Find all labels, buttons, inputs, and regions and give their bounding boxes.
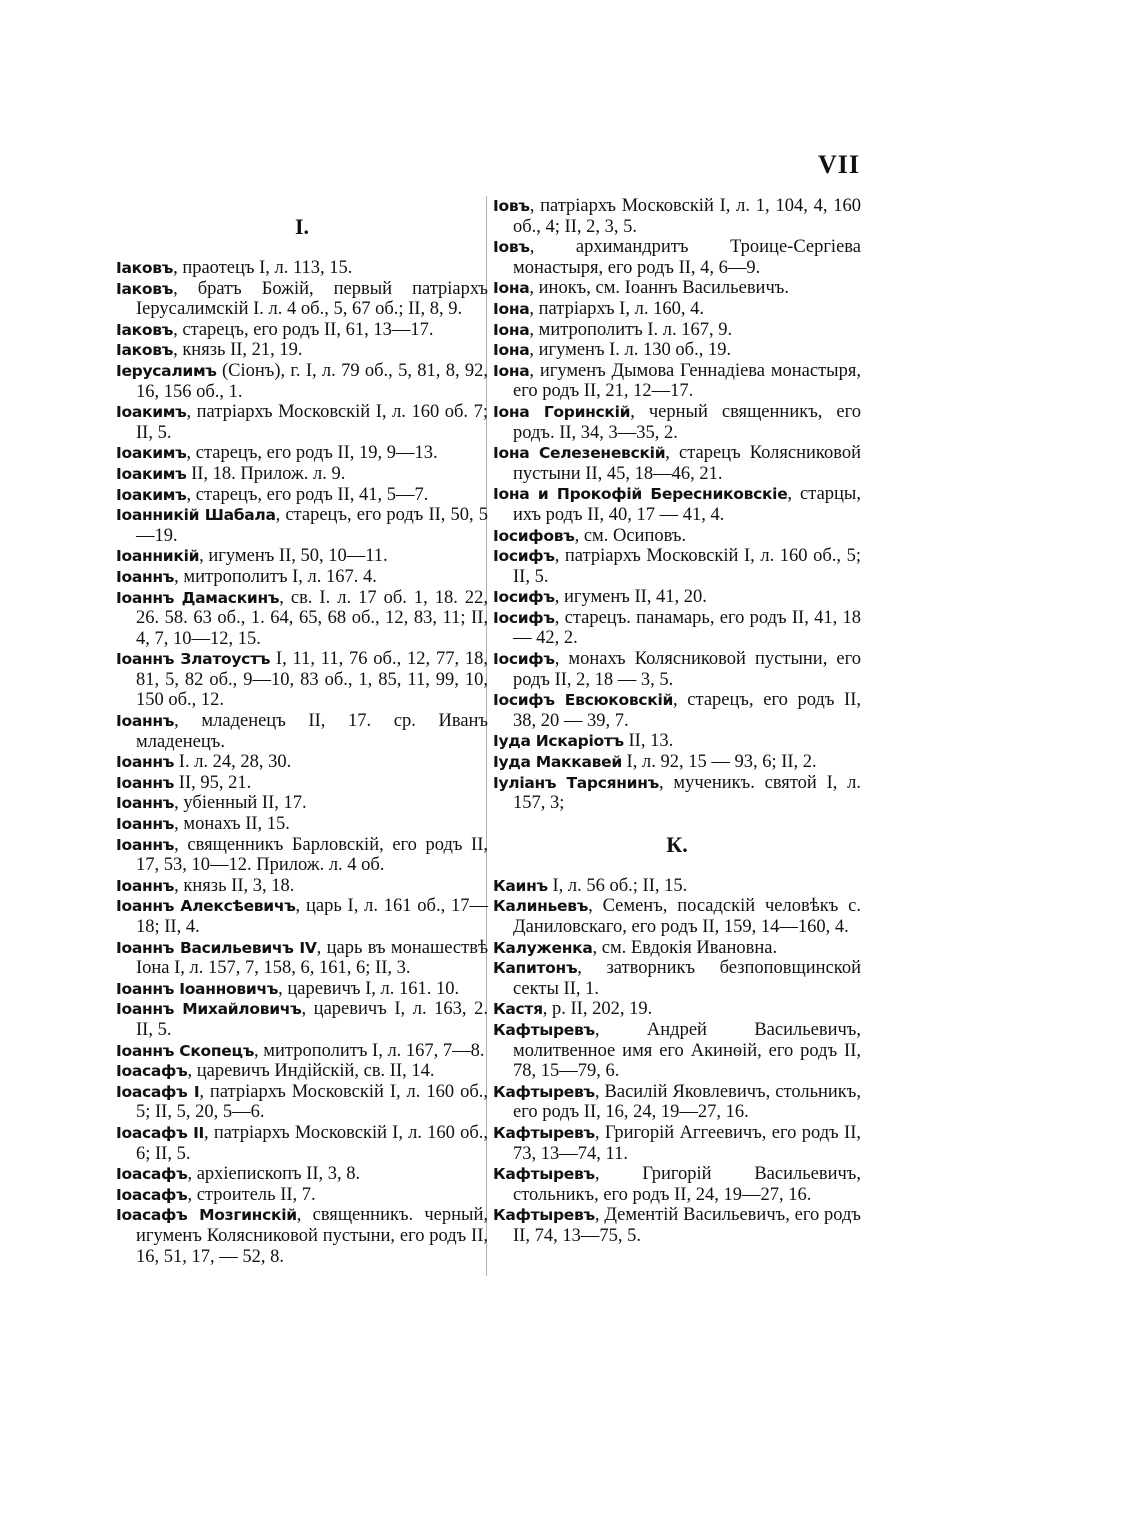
index-entry <box>493 402 861 443</box>
entry-text: , см. Осиповъ. <box>574 525 687 546</box>
entry-headword: Іона Горинскій <box>493 402 631 421</box>
entry-headword: Іовъ <box>493 238 530 257</box>
entry-headword: Іоаннъ <box>116 753 175 772</box>
entry-text: , св. I. л. 17 об. 1, 18. 22, 26. 58. 63 об., 1. 64, 65, 68 об., 12, 83, 11; II, 4, 7, 10—12, 15. <box>136 587 488 649</box>
entry-headword: Іоаннъ Васильевичъ IV <box>116 938 317 957</box>
left-column <box>116 196 488 1267</box>
index-entry <box>116 711 488 752</box>
entry-text: , старецъ, его родъ II, 38, 20 — 39, 7. <box>513 690 861 731</box>
entry-text: , братъ Божій, первый патріархъ Іерусалимскій I. л. 4 об., 5, 67 об.; II, 8, 9. <box>136 278 488 320</box>
entry-headword: Іона <box>493 279 530 298</box>
index-entry <box>116 567 488 588</box>
entry-text: , игуменъ II, 50, 10—11. <box>199 546 388 567</box>
entry-headword: Кафтыревъ <box>493 1206 595 1225</box>
entry-text: , князь II, 21, 19. <box>173 340 303 361</box>
entry-headword: Іоакимъ <box>116 485 187 504</box>
entry-text: , Григорій Васильевичъ, стольникъ, его родъ II, 24, 19—27, 16. <box>513 1164 861 1205</box>
index-entry <box>116 1082 488 1123</box>
entry-headword: Іоанникій <box>116 547 200 566</box>
entry-headword: Іаковъ <box>116 320 174 339</box>
entry-headword: Іона <box>493 341 530 360</box>
entry-text: , архіепископъ II, 3, 8. <box>187 1164 361 1185</box>
left-entries-list <box>116 258 488 1267</box>
entry-text: , старецъ, его родъ II, 19, 9—13. <box>186 443 438 464</box>
entry-headword: Кафтыревъ <box>493 1082 595 1101</box>
entry-headword: Іоасафъ <box>116 1185 188 1204</box>
index-entry <box>116 1061 488 1082</box>
entry-text: I, 11, 11, 76 об., 12, 77, 18, 81, 5, 82 об., 9—10, 83 об., 1, 85, 11, 99, 10, 150 об., 12. <box>136 649 489 711</box>
index-entry <box>493 299 861 320</box>
index-entry <box>116 402 488 443</box>
index-entry <box>116 876 488 897</box>
index-entry <box>116 588 488 650</box>
entry-text: , мученикъ. святой I, л. 157, 3; <box>513 772 861 814</box>
entry-text: , царь въ монашествѣ Іона I, л. 157, 7, 158, 6, 161, 6; II, 3. <box>136 937 488 979</box>
entry-headword: Іуда Искаріотъ <box>493 732 624 751</box>
entry-headword: Іосифъ <box>493 588 555 607</box>
entry-text: , патріархъ Московскій I, л. 160 об., 5; II, 5, 20, 5—6. <box>136 1081 488 1123</box>
index-entry <box>116 752 488 773</box>
index-entry <box>116 979 488 1000</box>
entry-text: , царевичъ I, л. 163, 2. II, 5. <box>136 999 488 1040</box>
index-entry <box>493 361 861 402</box>
entry-text: , Андрей Васильевичъ, молитвенное имя его Акинѳій, его родъ II, 78, 15—79, 6. <box>513 1019 861 1082</box>
index-entry <box>493 320 861 341</box>
entry-headword: Іосифъ <box>493 547 555 566</box>
entry-text: , старецъ. панамарь, его родъ II, 41, 18 — 42, 2. <box>513 607 861 649</box>
entry-text: , см. Евдокія Ивановна. <box>592 937 778 958</box>
entry-headword: Іаковъ <box>116 259 174 277</box>
section-heading-i: I. <box>294 214 310 239</box>
entry-headword: Іоаннъ Златоустъ <box>116 650 271 669</box>
entry-text: , старецъ, его родъ II, 41, 5—7. <box>186 484 429 505</box>
index-entry <box>493 340 861 361</box>
entry-text: , патріархъ Московскій I, л. 160 об., 5; II, 5. <box>513 546 861 587</box>
entry-text: , царевичъ Индійскій, св. II, 14. <box>187 1061 435 1082</box>
index-entry <box>116 1164 488 1185</box>
entry-headword: Капитонъ <box>493 959 578 978</box>
entry-headword: Іона и Прокофій Бересниковскіе <box>493 485 788 504</box>
entry-text: , священникъ Барловскій, его родъ II, 17, 53, 10—12. Прилож. л. 4 об. <box>136 834 488 876</box>
index-entry <box>116 505 488 546</box>
entry-headword: Іоаннъ Скопецъ <box>116 1041 255 1060</box>
entry-headword: Іоасафъ Мозгинскій <box>116 1206 297 1225</box>
index-entry <box>493 1205 861 1246</box>
index-entry <box>493 1082 861 1123</box>
entry-text: , Григорій Аггеевичъ, его родъ II, 73, 13—74, 11. <box>513 1122 861 1164</box>
entry-headword: Іуліанъ Тарсянинъ <box>493 773 659 792</box>
index-entry <box>116 443 488 464</box>
index-entry <box>493 443 861 484</box>
index-entry <box>116 649 488 711</box>
entry-headword: Іоакимъ <box>116 444 187 463</box>
entry-headword: Іона <box>493 299 530 318</box>
entry-text: , младенецъ II, 17. ср. Иванъ младенецъ. <box>136 711 488 752</box>
entry-text: , затворникъ безпоповщинской секты II, 1. <box>513 958 861 999</box>
entry-headword: Іуда Маккавей <box>493 753 622 772</box>
entry-text: , убіенный II, 17. <box>174 793 307 814</box>
entry-text: I, л. 56 об.; II, 15. <box>547 875 688 896</box>
index-entry <box>493 1020 861 1082</box>
entry-text: , инокъ, см. Іоаннъ Васильевичъ. <box>529 278 789 299</box>
entry-headword: Каинъ <box>493 876 548 895</box>
entry-headword: Іоаннъ <box>116 835 175 854</box>
entry-headword: Кафтыревъ <box>493 1165 595 1184</box>
index-entry <box>116 793 488 814</box>
entry-text: , патріархъ Московскій I, л. 160 об., 6; II, 5. <box>136 1122 488 1164</box>
entry-text: , князь II, 3, 18. <box>174 875 295 896</box>
index-entry <box>493 484 861 525</box>
index-entry <box>116 340 488 361</box>
index-entry <box>493 773 861 814</box>
entry-text: , священникъ. черный, игуменъ Колясниковой пустыни, его родъ II, 16, 51, 17, — 52, 8. <box>136 1205 488 1267</box>
index-entry <box>493 608 861 649</box>
entry-text: , игуменъ I. л. 130 об., 19. <box>529 340 732 361</box>
entry-text: , Дементій Васильевичъ, его родъ II, 74, 13—75, 5. <box>513 1205 861 1246</box>
entry-text: , царь I, л. 161 об., 17—18; II, 4. <box>136 896 488 937</box>
entry-text: , царевичъ I, л. 161. 10. <box>278 978 460 999</box>
entry-text: , монахъ Колясниковой пустыни, его родъ II, 2, 18 — 3, 5. <box>513 649 861 690</box>
entry-text: , праотецъ I, л. 113, 15. <box>173 258 353 278</box>
entry-text: , старецъ, его родъ II, 50, 5—19. <box>136 505 488 546</box>
entry-headword: Іоаннъ Іоанновичъ <box>116 979 279 998</box>
entry-headword: Кастя <box>493 1000 543 1019</box>
entry-headword: Іоаннъ <box>116 567 175 586</box>
entry-headword: Іона <box>493 361 530 380</box>
entry-text: , старецъ, его родъ II, 61, 13—17. <box>173 319 434 340</box>
entry-headword: Іона <box>493 320 530 339</box>
entry-text: II, 13. <box>623 731 674 752</box>
entry-headword: Іона Селезеневскій <box>493 444 666 463</box>
entry-text: , митрополитъ I, л. 167, 7—8. <box>254 1040 485 1061</box>
entry-text: , черный священникъ, его родъ. II, 34, 3—35, 2. <box>513 401 861 443</box>
index-entry <box>116 1185 488 1206</box>
index-entry <box>493 649 861 690</box>
entry-headword: Калиньевъ <box>493 897 589 916</box>
index-entry <box>493 690 861 731</box>
index-entry <box>493 526 861 547</box>
index-entry <box>116 896 488 937</box>
entry-headword: Кафтыревъ <box>493 1020 595 1039</box>
entry-text: , Василій Яковлевичъ, стольникъ, его родъ II, 16, 24, 19—27, 16. <box>513 1081 861 1123</box>
entry-text: , патріархъ I, л. 160, 4. <box>529 298 704 319</box>
index-entry <box>116 814 488 835</box>
index-entry <box>116 1123 488 1164</box>
entry-headword: Іоасафъ <box>116 1165 188 1184</box>
entry-headword: Іоасафъ <box>116 1062 188 1081</box>
entry-headword: Іоакимъ <box>116 464 187 483</box>
entry-text: , игуменъ Дымова Геннадіева монастыря, его родъ II, 21, 12—17. <box>513 360 861 402</box>
index-entry <box>493 546 861 587</box>
entry-text: , архимандритъ Троице-Сергіева монастыря, его родъ II, 4, 6—9. <box>513 237 861 278</box>
index-entry <box>116 835 488 876</box>
entry-headword: Іовъ <box>493 197 530 215</box>
entry-headword: Кафтыревъ <box>493 1123 595 1142</box>
index-entry <box>116 485 488 506</box>
entry-text: , игуменъ II, 41, 20. <box>554 587 707 608</box>
entry-text: , монахъ II, 15. <box>174 814 290 835</box>
index-entry <box>493 1123 861 1164</box>
index-entry <box>493 1164 861 1205</box>
index-entry <box>116 1041 488 1062</box>
entry-text: I. л. 24, 28, 30. <box>174 752 292 773</box>
entry-text: , митрополитъ I, л. 167. 4. <box>174 566 377 587</box>
right-entries-list-i <box>493 196 861 814</box>
index-entry <box>493 876 861 897</box>
index-entry <box>116 464 488 485</box>
entry-text: , Семенъ, посадскій человѣкъ с. Даниловскаго, его родъ II, 159, 14—160, 4. <box>513 896 861 937</box>
index-entry <box>116 361 488 402</box>
entry-headword: Іоанникій Шабала <box>116 506 276 525</box>
index-entry <box>116 773 488 794</box>
right-entries-list-k <box>493 876 861 1247</box>
entry-text: , р. II, 202, 19. <box>542 999 653 1020</box>
entry-headword: Іоаннъ <box>116 815 175 834</box>
entry-headword: Іоаннъ <box>116 876 175 895</box>
entry-text: (Сіонъ), г. I, л. 79 об., 5, 81, 8, 92, 16, 156 об., 1. <box>136 360 488 402</box>
index-entry <box>116 546 488 567</box>
index-entry <box>116 1205 488 1267</box>
index-entry <box>493 938 861 959</box>
entry-text: , старцы, ихъ родъ II, 40, 17 — 41, 4. <box>513 484 861 525</box>
entry-headword: Іерусалимъ <box>116 361 217 380</box>
index-entry <box>493 237 861 278</box>
entry-headword: Іоасафъ I <box>116 1082 200 1101</box>
entry-headword: Іосифъ <box>493 608 555 627</box>
entry-headword: Іосифъ Евсюковскій <box>493 691 674 710</box>
entry-text: II, 95, 21. <box>174 772 252 793</box>
entry-headword: Іоаннъ Алексѣевичъ <box>116 897 296 916</box>
entry-headword: Іаковъ <box>116 341 174 360</box>
entry-headword: Іосифъ <box>493 650 555 669</box>
entry-text: , митрополитъ I. л. 167, 9. <box>529 319 733 340</box>
index-entry <box>493 587 861 608</box>
entry-text: I, л. 92, 15 — 93, 6; II, 2. <box>621 752 817 773</box>
index-entry <box>493 958 861 999</box>
entry-headword: Іоаннъ <box>116 712 175 731</box>
entry-headword: Іоакимъ <box>116 403 187 422</box>
entry-headword: Іаковъ <box>116 279 174 298</box>
page-number: VII <box>818 150 861 179</box>
entry-text: , патріархъ Московскій I, л. 160 об. 7; II, 5. <box>136 402 488 443</box>
index-entry <box>493 196 861 237</box>
entry-headword: Іоасафъ II <box>116 1123 205 1142</box>
entry-text: II, 18. Прилож. л. 9. <box>186 463 346 484</box>
index-entry <box>493 278 861 299</box>
index-entry <box>116 999 488 1040</box>
index-entry <box>493 752 861 773</box>
index-entry <box>116 320 488 341</box>
right-column <box>493 196 861 1247</box>
entry-text: , старецъ Колясниковой пустыни II, 45, 18—46, 21. <box>513 443 861 484</box>
index-entry <box>116 258 488 279</box>
index-entry <box>493 896 861 937</box>
entry-headword: Іосифовъ <box>493 526 575 545</box>
entry-text: , патріархъ Московскій I, л. 1, 104, 4, 160 об., 4; II, 2, 3, 5. <box>513 196 861 237</box>
entry-headword: Іоаннъ <box>116 773 175 792</box>
section-heading-k: К. <box>666 831 688 857</box>
index-entry <box>493 999 861 1020</box>
entry-headword: Іоаннъ <box>116 794 175 813</box>
index-entry <box>493 731 861 752</box>
entry-headword: Іоаннъ Михайловичъ <box>116 1000 302 1019</box>
index-entry <box>116 938 488 979</box>
entry-headword: Калуженка <box>493 938 593 957</box>
entry-headword: Іоаннъ Дамаскинъ <box>116 588 280 607</box>
entry-text: , строитель II, 7. <box>187 1184 316 1205</box>
index-entry <box>116 279 488 320</box>
